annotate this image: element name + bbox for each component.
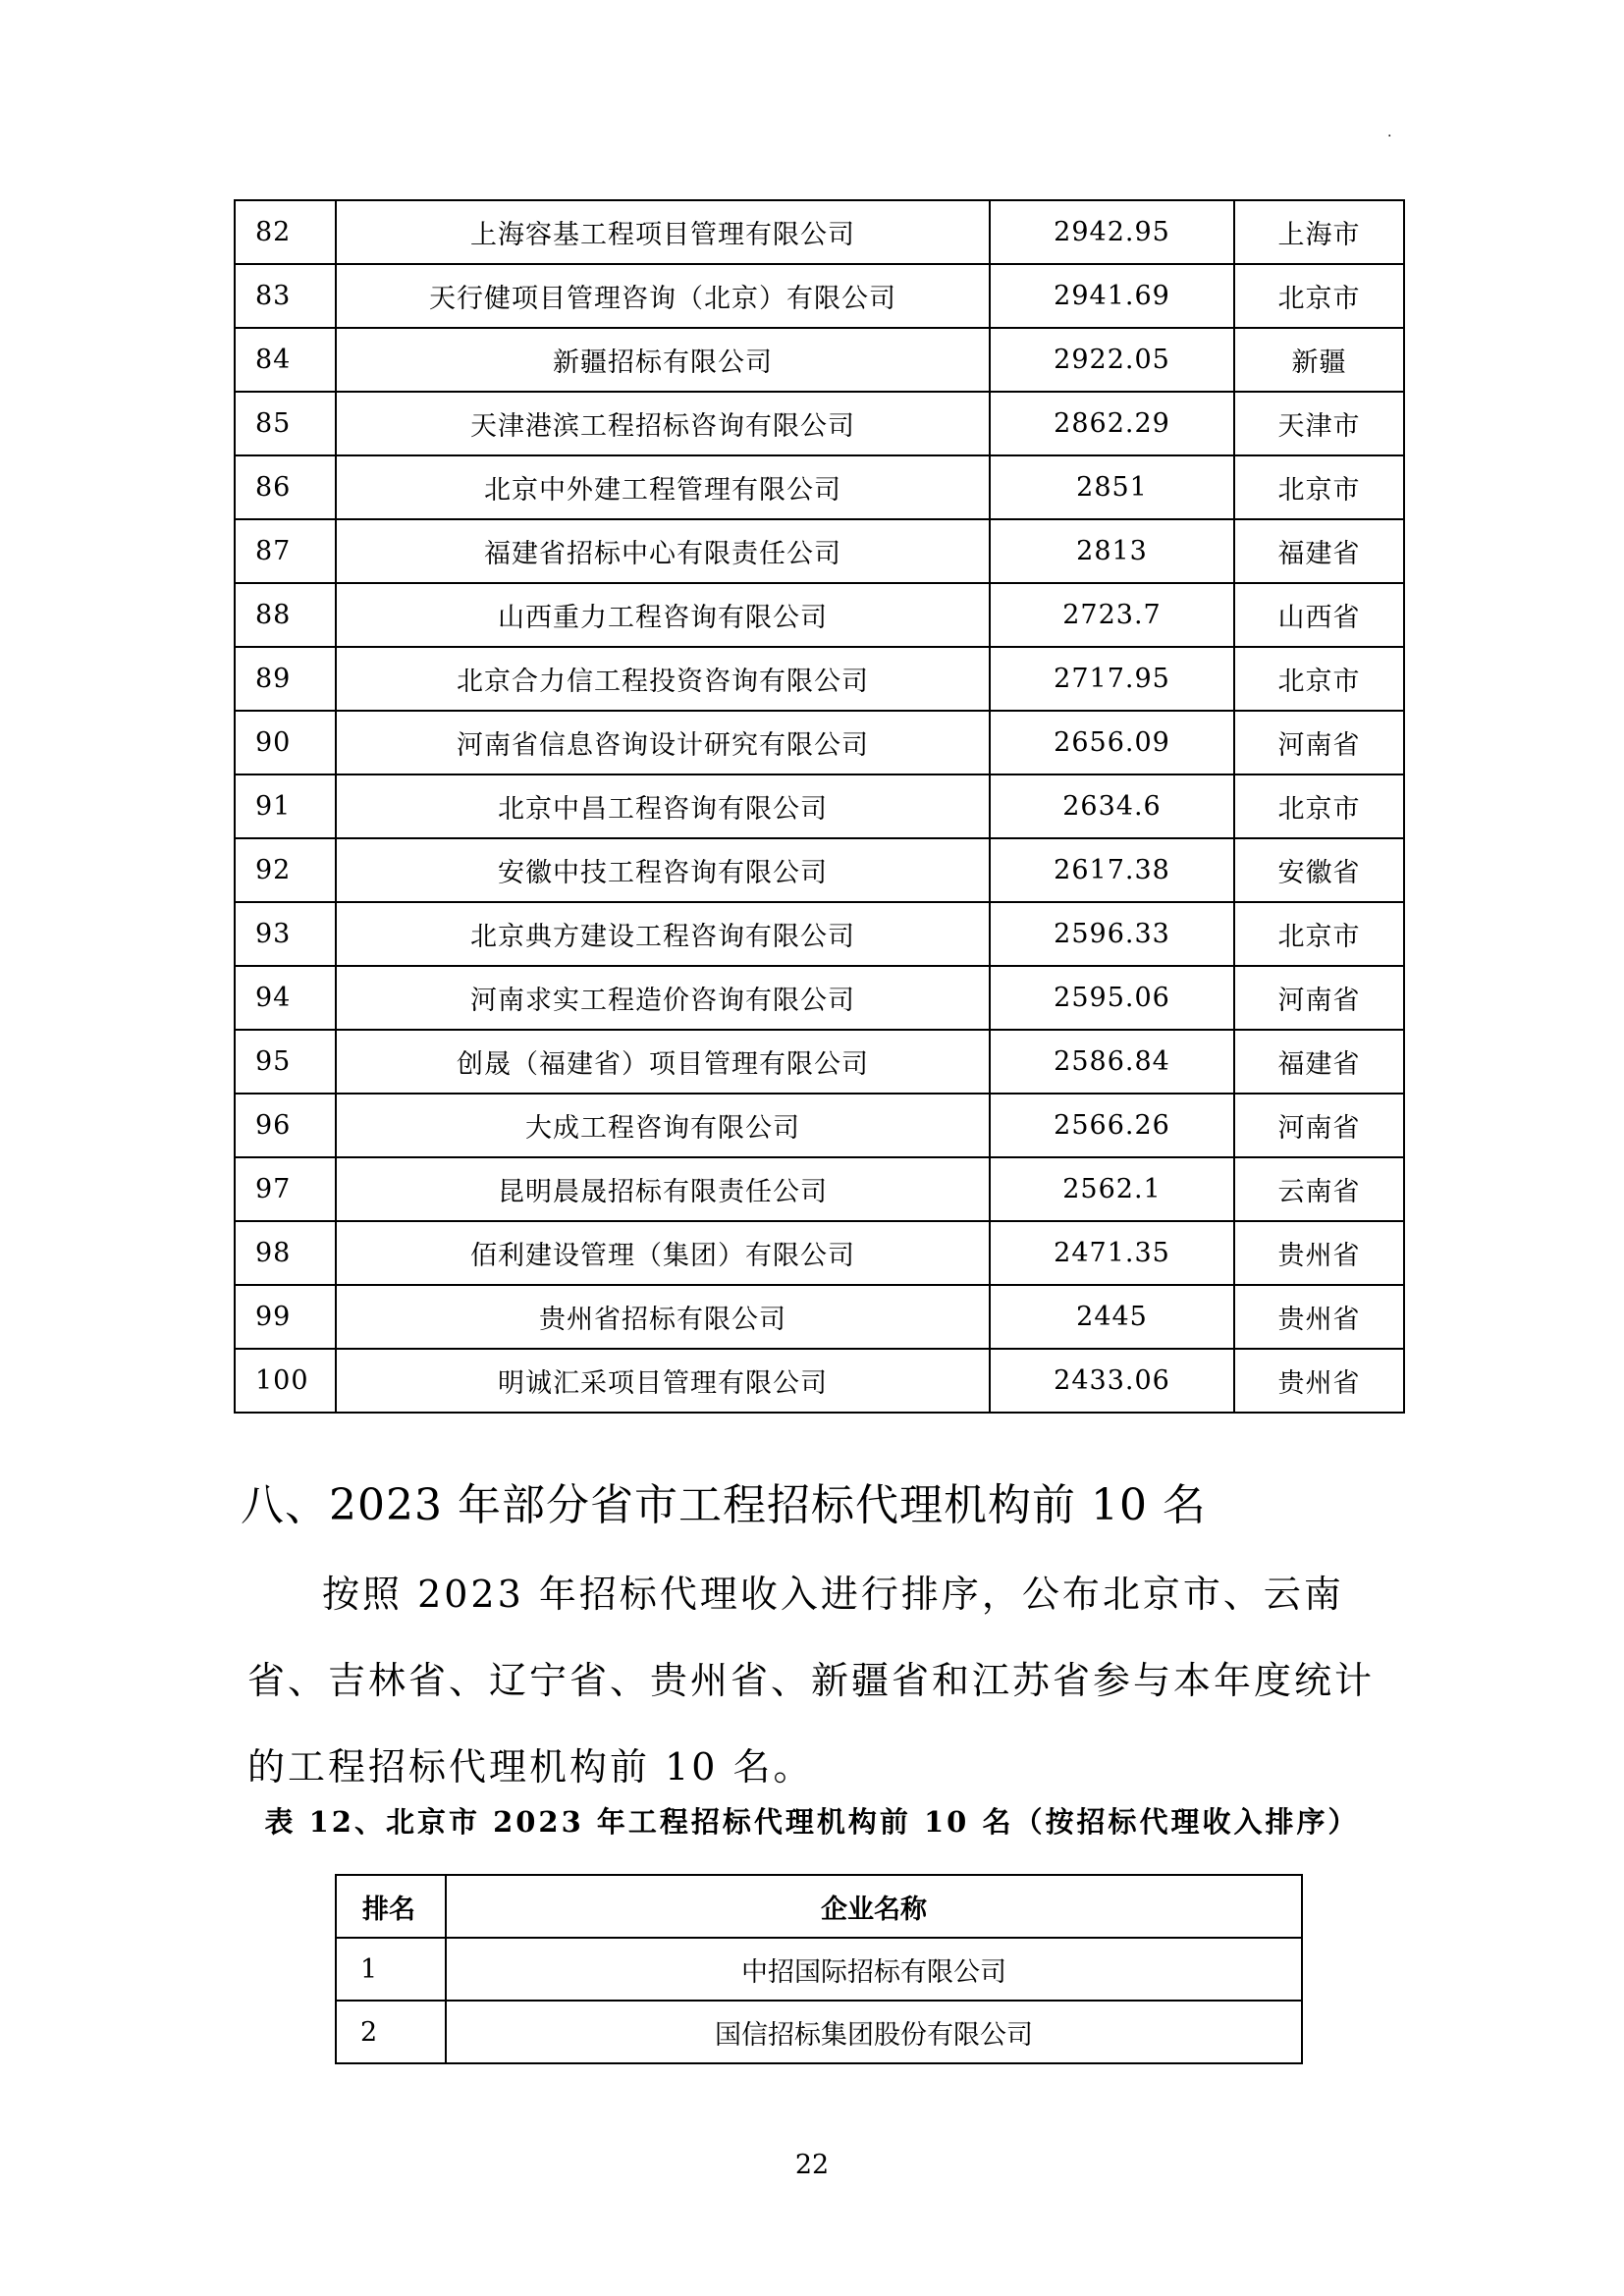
rank-cell: 98 <box>235 1221 336 1285</box>
company-name-cell: 北京典方建设工程咨询有限公司 <box>336 902 990 966</box>
table-row <box>235 392 1404 455</box>
region-cell: 福建省 <box>1234 1030 1404 1094</box>
company-name-cell: 北京中外建工程管理有限公司 <box>336 455 990 519</box>
revenue-cell: 2596.33 <box>990 902 1234 966</box>
region-cell: 贵州省 <box>1234 1349 1404 1413</box>
rank-cell: 1 <box>336 1938 446 2001</box>
table-row <box>235 1157 1404 1221</box>
table-row <box>235 455 1404 519</box>
company-name-cell: 北京合力信工程投资咨询有限公司 <box>336 647 990 711</box>
company-name-cell: 大成工程咨询有限公司 <box>336 1094 990 1157</box>
revenue-cell: 2617.38 <box>990 838 1234 902</box>
rank-cell: 92 <box>235 838 336 902</box>
revenue-cell: 2634.6 <box>990 774 1234 838</box>
region-cell: 北京市 <box>1234 264 1404 328</box>
revenue-cell: 2941.69 <box>990 264 1234 328</box>
rank-cell: 88 <box>235 583 336 647</box>
table-row <box>235 1285 1404 1349</box>
company-name-cell: 福建省招标中心有限责任公司 <box>336 519 990 583</box>
rank-cell: 96 <box>235 1094 336 1157</box>
company-name-cell: 上海容基工程项目管理有限公司 <box>336 200 990 264</box>
revenue-cell: 2562.1 <box>990 1157 1234 1221</box>
table-row <box>235 1349 1404 1413</box>
rank-cell: 82 <box>235 200 336 264</box>
company-name-cell: 新疆招标有限公司 <box>336 328 990 392</box>
revenue-cell: 2717.95 <box>990 647 1234 711</box>
table-row <box>235 583 1404 647</box>
table-row <box>235 774 1404 838</box>
revenue-cell: 2595.06 <box>990 966 1234 1030</box>
page-number: 22 <box>794 2150 830 2180</box>
revenue-cell: 2586.84 <box>990 1030 1234 1094</box>
section-heading: 八、2023 年部分省市工程招标代理机构前 10 名 <box>241 1480 1207 1530</box>
company-name-cell: 山西重力工程咨询有限公司 <box>336 583 990 647</box>
region-cell: 福建省 <box>1234 519 1404 583</box>
region-cell: 北京市 <box>1234 902 1404 966</box>
table-row <box>235 519 1404 583</box>
revenue-cell: 2566.26 <box>990 1094 1234 1157</box>
table-row <box>235 902 1404 966</box>
rank-cell: 93 <box>235 902 336 966</box>
company-name-cell: 明诚汇采项目管理有限公司 <box>336 1349 990 1413</box>
rank-cell: 83 <box>235 264 336 328</box>
region-cell: 云南省 <box>1234 1157 1404 1221</box>
rank-cell: 99 <box>235 1285 336 1349</box>
ranking-table-body <box>235 200 1404 1413</box>
company-name-cell: 河南省信息咨询设计研究有限公司 <box>336 711 990 774</box>
revenue-cell: 2445 <box>990 1285 1234 1349</box>
rank-cell: 85 <box>235 392 336 455</box>
company-name-cell: 创晟（福建省）项目管理有限公司 <box>336 1030 990 1094</box>
revenue-cell: 2851 <box>990 455 1234 519</box>
company-name-cell: 国信招标集团股份有限公司 <box>446 2001 1302 2063</box>
rank-cell: 86 <box>235 455 336 519</box>
table-row <box>235 1094 1404 1157</box>
region-cell: 北京市 <box>1234 774 1404 838</box>
revenue-cell: 2813 <box>990 519 1234 583</box>
revenue-cell: 2656.09 <box>990 711 1234 774</box>
rank-cell: 94 <box>235 966 336 1030</box>
table-12-body <box>336 1938 1302 2063</box>
company-name-cell: 天行健项目管理咨询（北京）有限公司 <box>336 264 990 328</box>
company-name-cell: 昆明晨晟招标有限责任公司 <box>336 1157 990 1221</box>
company-name-cell: 安徽中技工程咨询有限公司 <box>336 838 990 902</box>
revenue-cell: 2862.29 <box>990 392 1234 455</box>
company-name-cell: 北京中昌工程咨询有限公司 <box>336 774 990 838</box>
region-cell: 北京市 <box>1234 647 1404 711</box>
region-cell: 贵州省 <box>1234 1285 1404 1349</box>
company-name-cell: 贵州省招标有限公司 <box>336 1285 990 1349</box>
region-cell: 上海市 <box>1234 200 1404 264</box>
header-mark: . <box>1387 125 1392 140</box>
rank-cell: 97 <box>235 1157 336 1221</box>
agency-ranking-table <box>234 199 1405 1414</box>
company-name-cell: 天津港滨工程招标咨询有限公司 <box>336 392 990 455</box>
rank-cell: 90 <box>235 711 336 774</box>
company-name-cell: 中招国际招标有限公司 <box>446 1938 1302 2001</box>
rank-header: 排名 <box>336 1875 446 1938</box>
rank-cell: 2 <box>336 2001 446 2063</box>
table-12-caption: 表 12、北京市 2023 年工程招标代理机构前 10 名（按招标代理收入排序） <box>264 1805 1360 1839</box>
region-cell: 山西省 <box>1234 583 1404 647</box>
rank-cell: 91 <box>235 774 336 838</box>
region-cell: 北京市 <box>1234 455 1404 519</box>
revenue-cell: 2471.35 <box>990 1221 1234 1285</box>
header-row <box>336 1875 1302 1938</box>
rank-cell: 87 <box>235 519 336 583</box>
revenue-cell: 2723.7 <box>990 583 1234 647</box>
region-cell: 天津市 <box>1234 392 1404 455</box>
revenue-cell: 2942.95 <box>990 200 1234 264</box>
section-paragraph: 按照 2023 年招标代理收入进行排序，公布北京市、云南省、吉林省、辽宁省、贵州省、新疆省和江苏省参与本年度统计的工程招标代理机构前 10 名。 <box>247 1573 1376 1789</box>
region-cell: 河南省 <box>1234 1094 1404 1157</box>
table-row <box>235 1221 1404 1285</box>
region-cell: 贵州省 <box>1234 1221 1404 1285</box>
company-name-cell: 河南求实工程造价咨询有限公司 <box>336 966 990 1030</box>
rank-cell: 84 <box>235 328 336 392</box>
region-cell: 河南省 <box>1234 966 1404 1030</box>
table-row <box>235 838 1404 902</box>
company-name-cell: 佰利建设管理（集团）有限公司 <box>336 1221 990 1285</box>
rank-cell: 95 <box>235 1030 336 1094</box>
table-row <box>235 647 1404 711</box>
rank-cell: 89 <box>235 647 336 711</box>
table-row <box>235 1030 1404 1094</box>
table-row <box>235 200 1404 264</box>
table-row <box>235 328 1404 392</box>
table-12-header <box>336 1875 1302 1938</box>
table-row <box>336 2001 1302 2063</box>
revenue-cell: 2922.05 <box>990 328 1234 392</box>
table-row <box>336 1938 1302 2001</box>
table-row <box>235 711 1404 774</box>
company-name-header: 企业名称 <box>446 1875 1302 1938</box>
beijing-top10-table <box>335 1874 1303 2064</box>
region-cell: 新疆 <box>1234 328 1404 392</box>
table-row <box>235 966 1404 1030</box>
revenue-cell: 2433.06 <box>990 1349 1234 1413</box>
region-cell: 河南省 <box>1234 711 1404 774</box>
rank-cell: 100 <box>235 1349 336 1413</box>
table-row <box>235 264 1404 328</box>
region-cell: 安徽省 <box>1234 838 1404 902</box>
